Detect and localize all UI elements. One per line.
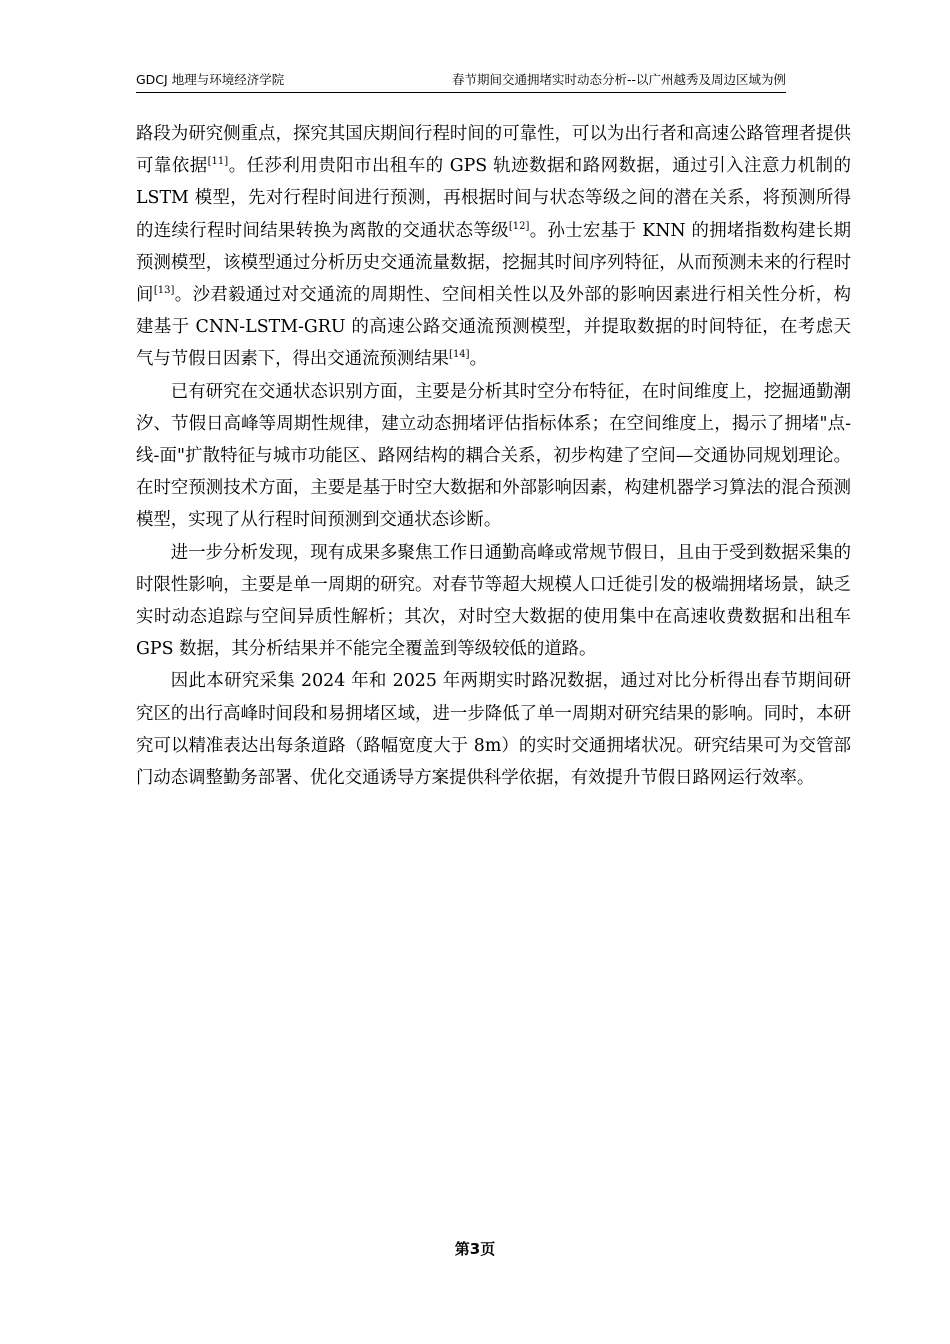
paragraph-research-summary: 已有研究在交通状态识别方面，主要是分析其时空分布特征，在时间维度上，挖掘通勤潮汐、节假日高峰等周期性规律，建立动态拥堵评估指标体系；在空间维度上，揭示了拥堵"点-线-面"扩散特征与城市功能区、路网结构的耦合关系，初步构建了空间—交通协同规划理论。在时空预测技术方面，主要是基于时空大数据和外部影响因素，构建机器学习算法的混合预测模型，实现了从行程时间预测到交通状态诊断。 [136,381,851,531]
running-header [136,70,786,93]
header-institution: GDCJ 地理与环境经济学院 [136,72,285,87]
paragraph-continuation: 路段为研究侧重点，探究其国庆期间行程时间的可靠性，可以为出行者和高速公路管理者提供可靠依据[11]。任莎利用贵阳市出租车的 GPS 轨迹数据和路网数据，通过引入注意力机制的 LSTM 模型，先对行程时间进行预测，再根据时间与状态等级之间的潜在关系，将预测所得的连续行程时间结果转换为离散的交通状态等级[12]。孙士宏基于 KNN 的拥堵指数构建长期预测模型，该模型通过分析历史交通流量数据，挖掘其时间序列特征，从而预测未来的行程时间[13]。沙君毅通过对交通流的周期性、空间相关性以及外部的影响因素进行相关性分析，构建基于 CNN-LSTM-GRU 的高速公路交通流预测模型，并提取数据的时间特征，在考虑天气与节假日因素下，得出交通流预测结果[14]。 [136,124,851,370]
citation-marker: [11] [207,156,229,168]
citation-marker: [13] [153,285,175,297]
paragraph-study-contribution: 因此本研究采集 2024 年和 2025 年两期实时路况数据，通过对比分析得出春节期间研究区的出行高峰时间段和易拥堵区域，进一步降低了单一周期对研究结果的影响。同时，本研究可以精准表达出每条道路（路幅宽度大于 8m）的实时交通拥堵状况。研究结果可为交管部门动态调整勤务部署、优化交通诱导方案提供科学依据，有效提升节假日路网运行效率。 [136,671,851,789]
citation-marker: [14] [449,349,470,361]
citation-marker: [12] [508,220,530,232]
paragraph-research-gap: 进一步分析发现，现有成果多聚焦工作日通勤高峰或常规节假日，且由于受到数据采集的时限性影响，主要是单一周期的研究。对春节等超大规模人口迁徙引发的极端拥堵场景，缺乏实时动态追踪与空间异质性解析；其次，对时空大数据的使用集中在高速收费数据和出租车 GPS 数据，其分析结果并不能完全覆盖到等级较低的道路。 [136,542,851,660]
header-paper-title: 春节期间交通拥堵实时动态分析--以广州越秀及周边区域为例 [451,72,786,87]
page-number: 第3页 [454,1240,496,1258]
body-text [136,118,851,794]
